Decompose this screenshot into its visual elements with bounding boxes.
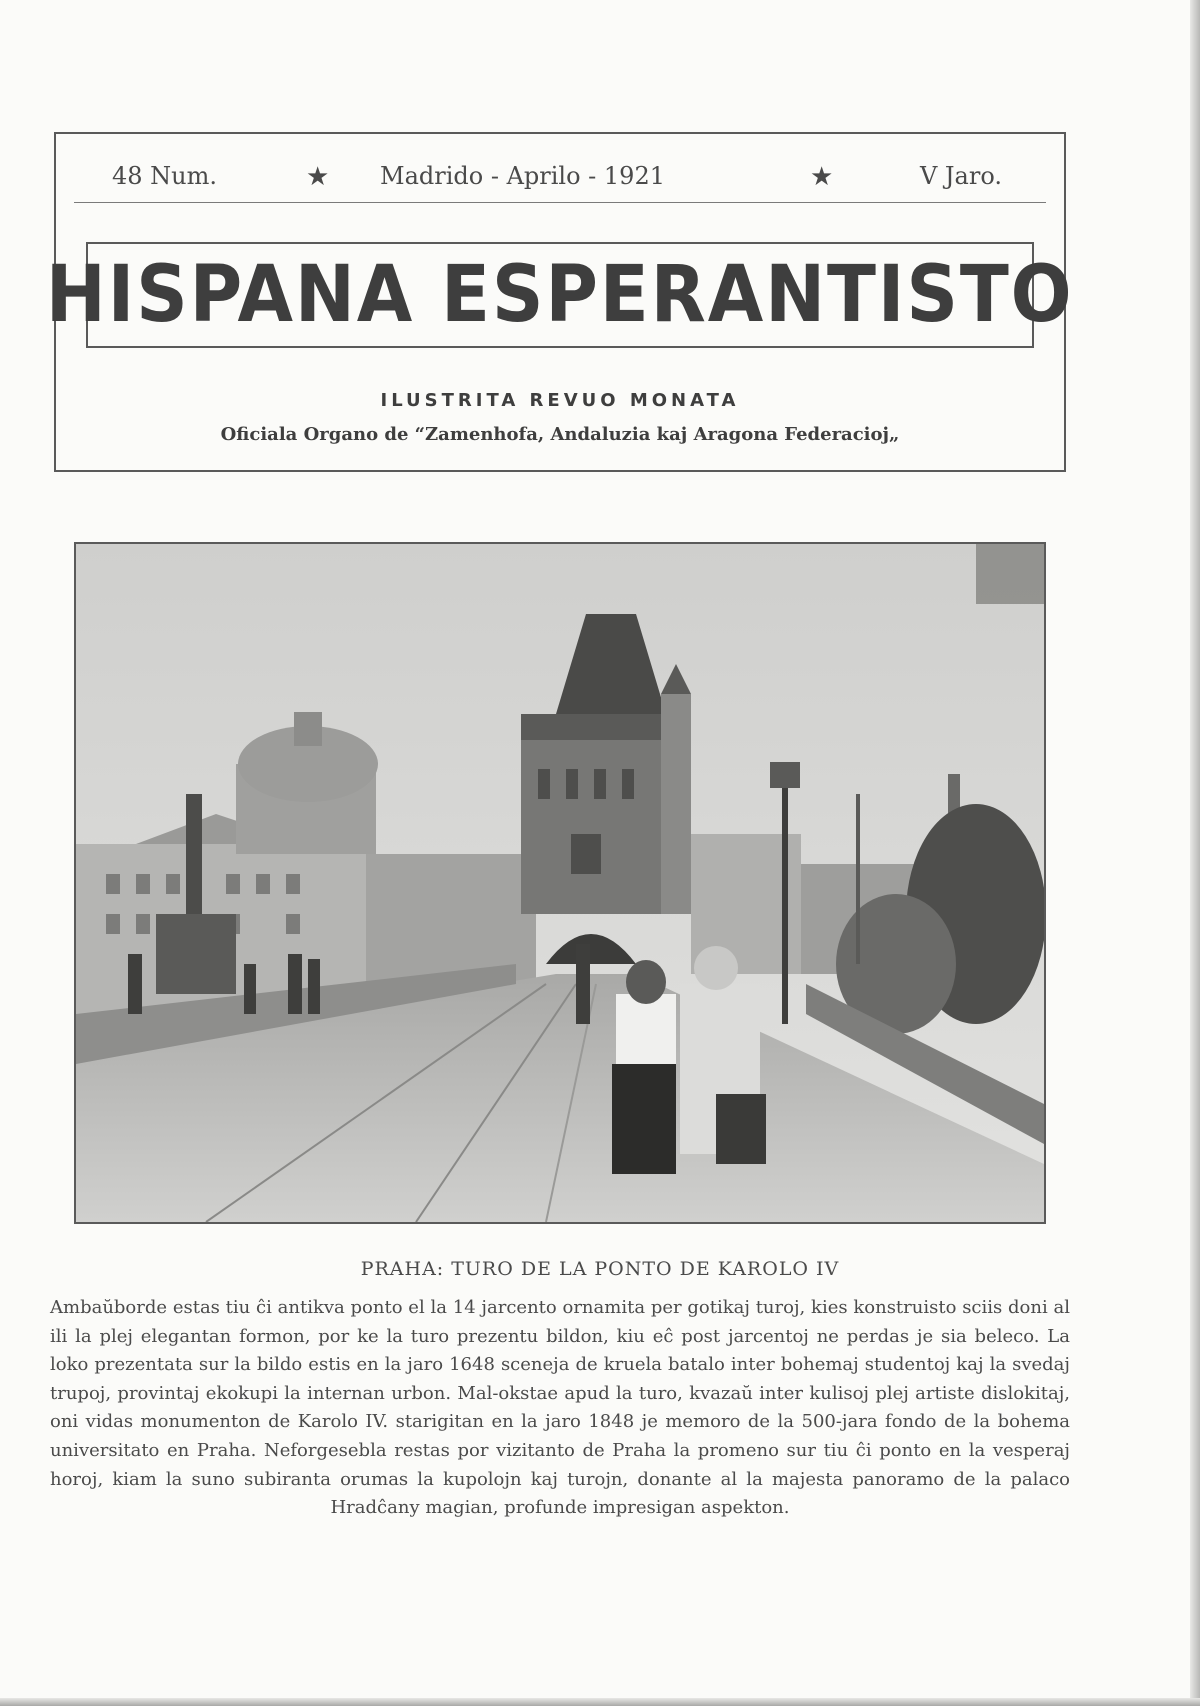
page-edge-right — [1190, 0, 1200, 1706]
publication-organ: Oficiala Organo de “Zamenhofa, Andaluzia kaj Aragona Federacioj„ — [220, 424, 900, 445]
issue-number: 48 Num. — [112, 162, 218, 190]
star-icon: ★ — [810, 162, 834, 192]
publication-subtitle: ILUSTRITA REVUO MONATA — [380, 390, 740, 411]
article-text: Ambaŭborde estas tiu ĉi antikva ponto el la 14 jarcento ornamita per gotikaj turoj, kies konstruisto sciis doni al ili la plej elegantan formon, por ke la turo prezentu bildon, kiu eĉ post jarcentoj ne perdas je sia beleco. La loko prezentata sur la bildo estis en la jaro 1648 sceneja de kruela batalo inter bohemaj studentoj kaj la svedaj trupoj, provintaj ekokupi la internan urbon. Mal-okstae apud la turo, kvazaŭ inter kulisoj plej artiste dislokitaj, oni vidas monumenton de Karolo IV. starigitan en la jaro 1848 je memoro de la 500-jara fondo de la bohema universitato en Praha. Neforgesebla restas por vizitanto de Praha la promeno sur tiu ĉi ponto en la vesperaj horoj, kiam la suno subiranta orumas la kupolojn kaj turojn, donante al la majesta panoramo de la palaco Hradĉany magian, profunde impresigan aspekton. — [50, 1297, 1070, 1519]
title-box — [46, 242, 1074, 348]
photo-caption: PRAHA: TURO DE LA PONTO DE KAROLO IV — [360, 1258, 840, 1280]
masthead — [46, 132, 1074, 472]
star-icon: ★ — [306, 162, 330, 192]
publication-title: HISPANA ESPERANTISTO — [46, 250, 1074, 340]
photo-illustration — [76, 544, 1044, 1222]
dateline — [74, 162, 1046, 203]
bridge-tower-photo — [74, 542, 1046, 1224]
page-edge-bottom — [0, 1698, 1200, 1706]
place-date: Madrido - Aprilo - 1921 — [380, 162, 665, 190]
volume-year: V Jaro. — [919, 162, 1002, 190]
